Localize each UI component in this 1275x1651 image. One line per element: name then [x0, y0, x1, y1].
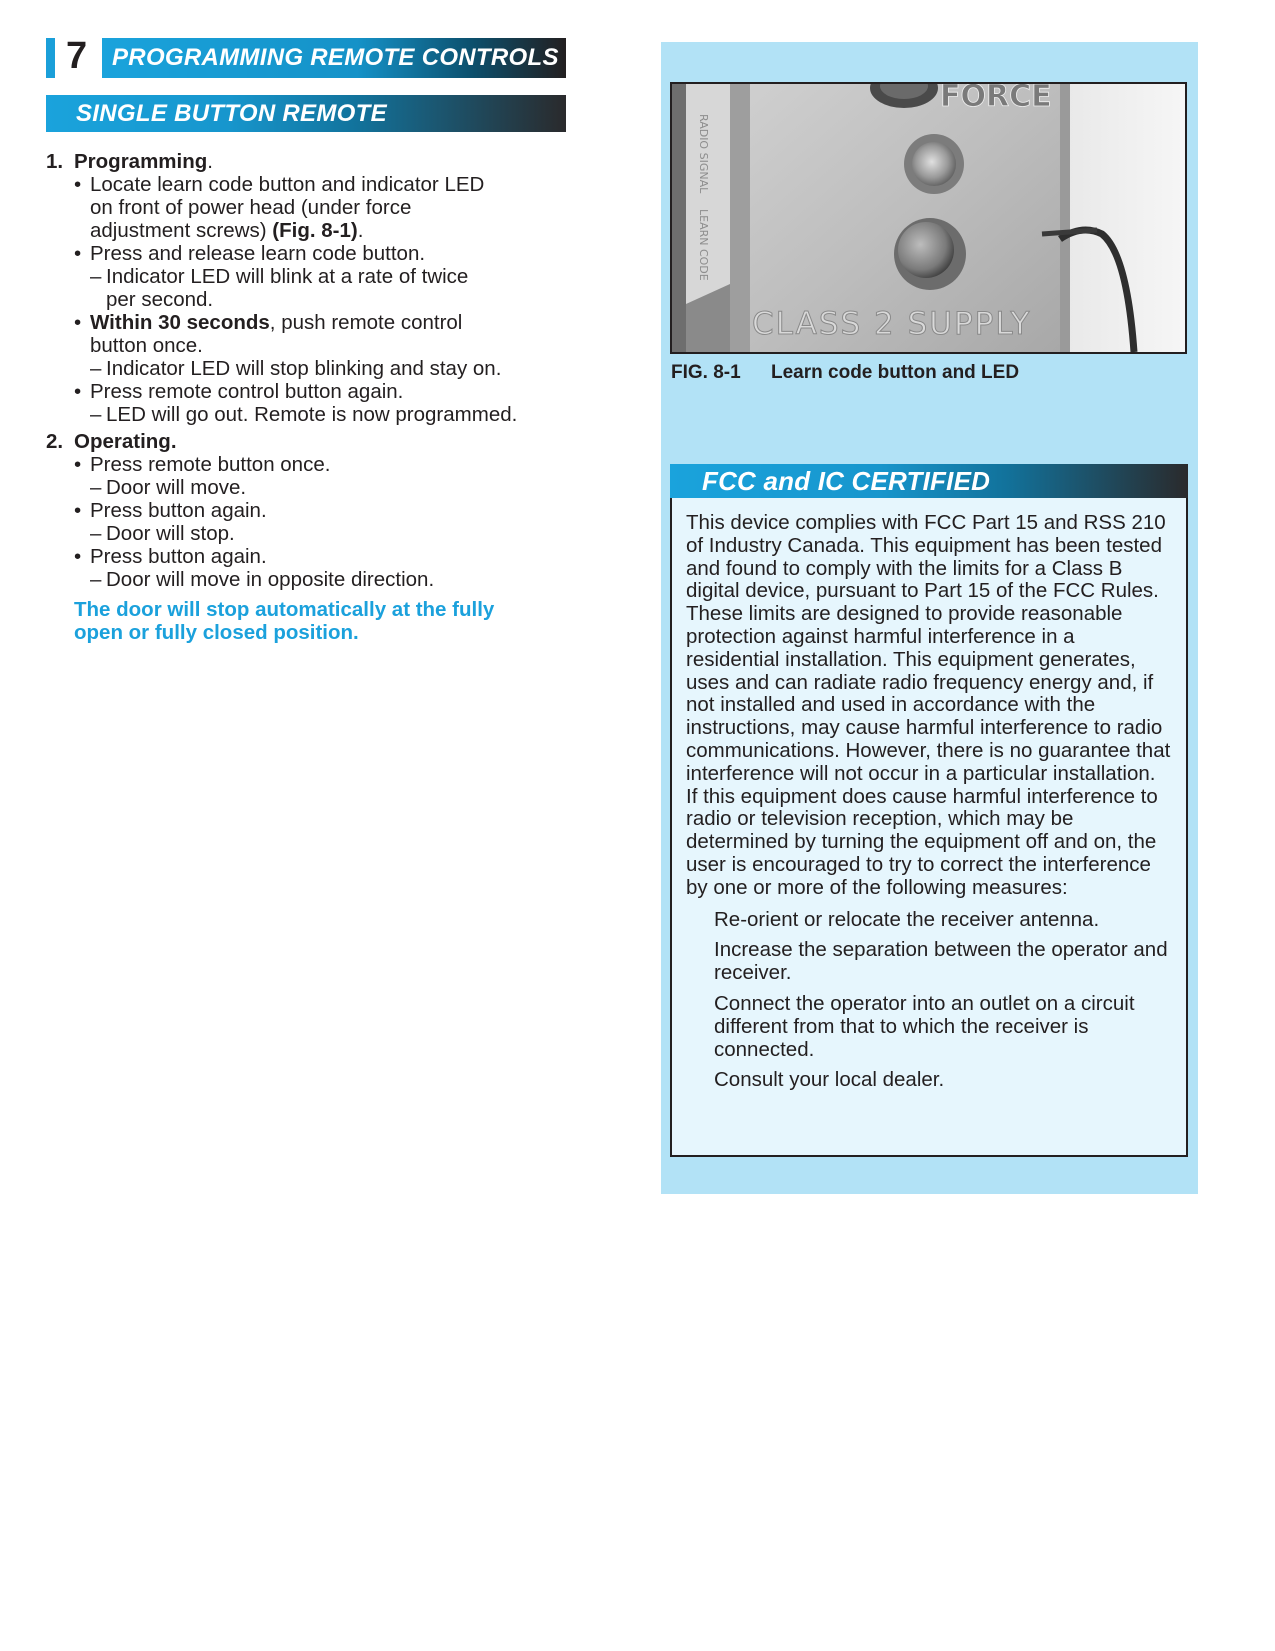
sub-list-item: – Indicator LED will stop blinking and stay on.	[90, 357, 502, 380]
fcc-measures	[686, 909, 1172, 1093]
dash-icon: –	[90, 403, 102, 426]
figure-caption	[671, 362, 1019, 384]
subsection-title: SINGLE BUTTON REMOTE	[46, 95, 566, 132]
list-item: Increase the separation between the operator and receiver.	[714, 938, 1168, 985]
step-title: Operating.	[74, 430, 177, 453]
list-item: • Locate learn code button and indicator LED on front of power head (under force adjustment screws) (Fig. 8-1).	[74, 173, 485, 242]
dash-icon: –	[90, 357, 102, 380]
dash-icon: –	[90, 568, 102, 591]
fcc-title: FCC and IC CERTIFIED	[670, 464, 1188, 498]
section-number: 7	[66, 35, 88, 77]
list-item: Re-orient or relocate the receiver antenna.	[714, 907, 1100, 931]
sub-list-item: – Indicator LED will blink at a rate of twice per second.	[90, 265, 469, 311]
bullet-icon: •	[74, 453, 82, 476]
list-item: • Press button again.	[74, 545, 267, 568]
photo-label-force: FORCE	[940, 84, 1052, 114]
sub-list-item: – LED will go out. Remote is now programmed.	[90, 403, 518, 426]
fcc-paragraph: This device complies with FCC Part 15 and RSS 210 of Industry Canada. This equipment has been tested and found to comply with the limits for a Class B digital device, pursuant to Part 15 of the FCC Rules. These limits are designed to provide reasonable protection against harmful interference in a residential installation. This equipment generates, uses and can radiate radio frequency energy and, if not installed and used in accordance with the instructions, may cause harmful interference to radio communications. However, there is no guarantee that interference will not occur in a particular installation. If this equipment does cause harmful interference to radio or television reception, which may be determined by turning the equipment off and on, the user is encouraged to try to correct the interference by one or more of the following measures:	[686, 511, 1171, 899]
figure-photo	[670, 82, 1187, 354]
figure-reference: (Fig. 8-1)	[272, 219, 358, 242]
auto-stop-note: The door will stop automatically at the fully open or fully closed position.	[74, 598, 495, 644]
list-item: • Press and release learn code button.	[74, 242, 426, 265]
bullet-icon: •	[74, 173, 82, 196]
bullet-icon: •	[74, 499, 82, 522]
list-item: Connect the operator into an outlet on a circuit different from that to which the receiver is connected.	[714, 991, 1135, 1061]
list-item: • Within 30 seconds, push remote control button once.	[74, 311, 463, 357]
dash-icon: –	[90, 522, 102, 545]
figure-caption-text: Learn code button and LED	[771, 362, 1020, 383]
list-item: Consult your local dealer.	[714, 1068, 945, 1092]
step-title: Programming	[74, 150, 208, 173]
sub-list-item: – Door will stop.	[90, 522, 235, 545]
step-number: 2.	[46, 430, 64, 453]
power-head-photo	[672, 84, 1185, 352]
section-title: PROGRAMMING REMOTE CONTROLS	[102, 38, 566, 78]
sub-list-item: – Door will move in opposite direction.	[90, 568, 435, 591]
bullet-icon: •	[74, 242, 82, 265]
list-item: • Press remote button once.	[74, 453, 331, 476]
dash-icon: –	[90, 476, 102, 499]
sub-list-item: – Door will move.	[90, 476, 247, 499]
photo-label-radio: RADIO SIGNAL	[697, 114, 710, 194]
step-programming: 1. Programming. • Locate learn code button and indicator LED on front of power head (under force adjustment screws) (Fig. 8-1). • Press and release learn code button. – Indicator LED will blink at a rate of twice per second. • Within 30 seconds, push remote control button once. – Indicator LED will stop blinking and stay on. • Press remote control button again. – LED will go out. Remote is now programmed.	[46, 150, 586, 426]
photo-label-supply: CLASS 2 SUPPLY	[752, 306, 1032, 342]
photo-label-learn: LEARN CODE	[697, 209, 710, 281]
list-item: • Press remote control button again.	[74, 380, 404, 403]
fcc-body	[672, 500, 1186, 1092]
step-number: 1.	[46, 150, 64, 173]
bullet-icon: •	[74, 380, 82, 403]
section-accent-bar	[46, 38, 55, 78]
instructions	[46, 150, 586, 644]
list-item: • Press button again.	[74, 499, 267, 522]
bullet-icon: •	[74, 311, 82, 334]
dash-icon: –	[90, 265, 102, 288]
bullet-icon: •	[74, 545, 82, 568]
step-operating	[46, 430, 586, 591]
fcc-certification-box	[670, 464, 1188, 1157]
figure-number: FIG. 8-1	[671, 362, 741, 383]
